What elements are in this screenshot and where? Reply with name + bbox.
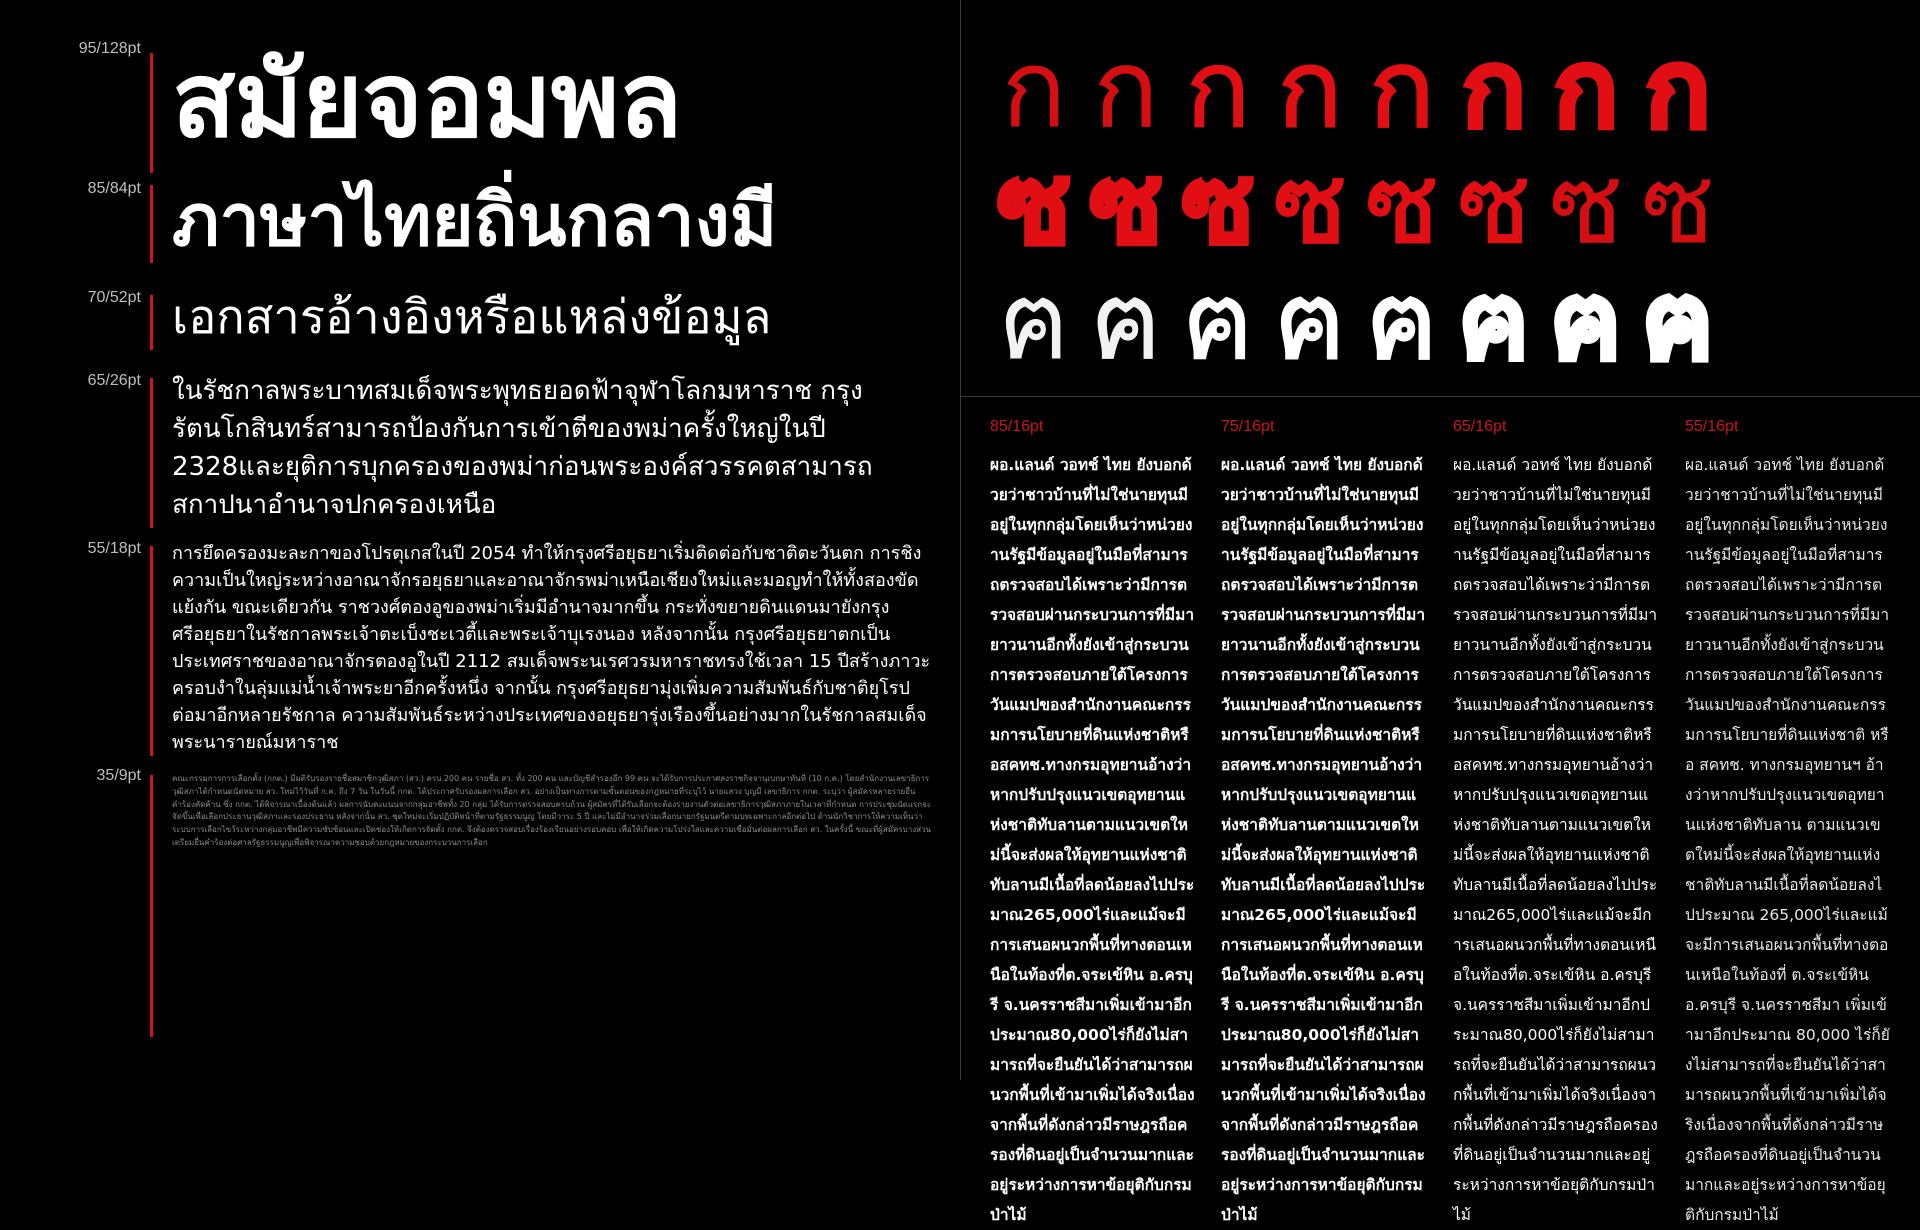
glyph-sample: ก	[1645, 27, 1711, 152]
vertical-divider	[960, 0, 961, 1080]
glyph-row	[988, 259, 1908, 384]
glyph-sample: ก	[1185, 27, 1251, 152]
glyph-sample: ซ	[1457, 143, 1531, 268]
glyph-sample: ก	[1553, 27, 1619, 152]
accent-bar	[150, 775, 153, 1037]
glyph-sample: ซ	[1549, 143, 1623, 268]
column-size-label: 75/16pt	[1221, 418, 1275, 435]
size-label: 70/52pt	[87, 289, 141, 306]
glyph-sample: ซ	[1089, 143, 1163, 268]
specimen-fine-print: คณะกรรมการการเลือกตั้ง (กกต.) มีมติรับรองรายชื่อสมาชิกวุฒิสภา (สว.) ครบ 200 คน รายชื่อ สว. ทั้ง 200 คน และบัญชีสำรองอีก 99 คน จะได้รับการประกาศลงราชกิจจานุเบกษาทันที (10 ก.ค.) โดยสำนักงานเลขาธิการวุฒิสภาได้กำหนดนัดหมาย สว. ใหม่ไว้วันที่ ก.ค. ถึง 7 วัน ในวันนี้ กกต. ได้ประกาศรับรองผลการเลือก สว. อย่างเป็นทางการตามขั้นตอนของกฎหมายที่ระบุไว้ นายแสวง บุญมี เลขาธิการ กกต. ระบุว่า ผู้สมัครหลายรายยื่นคำร้องคัดค้าน ซึ่ง กกต. ได้พิจารณาเบื้องต้นแล้ว ผลการนับคะแนนจากกลุ่มอาชีพทั้ง 20 กลุ่ม ได้รับการตรวจสอบครบถ้วน ผู้สมัครที่ได้รับเลือกจะต้องรายงานตัวต่อเลขาธิการวุฒิสภาภายในเวลาที่กำหนด การประชุมนัดแรกจะจัดขึ้นเพื่อเลือกประธานวุฒิสภาและรองประธาน หลังจากนั้น สว. ชุดใหม่จะเริ่มปฏิบัติหน้าที่ตามรัฐธรรมนูญ โดยมีวาระ 5 ปี และไม่มีอำนาจร่วมเลือกนายกรัฐมนตรีตามบทเฉพาะกาลอีกต่อไป ด้านนักวิชาการให้ความเห็นว่า ระบบการเลือกไขว้ระหว่างกลุ่มอาชีพมีความซับซ้อนและเปิดช่องให้เกิดการจัดตั้ง กกต. จึงต้องตรวจสอบเรื่องร้องเรียนอย่างรอบคอบ เพื่อให้เกิดความโปร่งใสและความเชื่อมั่นต่อผลการเลือก สว. ในครั้งนี้ ขณะที่ผู้สมัครบางส่วนเตรียมยื่นคำร้องต่อศาลรัฐธรรมนูญเพื่อพิจารณาความชอบด้วยกฎหมายของกระบวนการเลือก	[172, 774, 932, 847]
horizontal-divider	[961, 396, 1920, 397]
specimen-paragraph: ในรัชกาลพระบาทสมเด็จพระพุทธยอดฟ้าจุฬาโลกมหาราช กรุงรัตนโกสินทร์สามารถป้องกันการเข้าตีของพม่าครั้งใหญ่ในปี 2328และยุติการบุกครองของพม่าก่อนพระองค์สวรรคตสามารถสกาปนาอำนาจปกครองเหนือ	[172, 376, 873, 520]
specimen-text: ภาษาไทยถิ่นกลางมี	[172, 178, 778, 262]
specimen-text: เอกสารอ้างอิงหรือแหล่งข้อมูล	[172, 290, 772, 345]
glyph-sample: ฅ	[1641, 259, 1715, 384]
size-label: 35/9pt	[96, 767, 141, 784]
column-body: ผอ.แลนด์ วอทช์ ไทย ยังบอกด้วยว่าชาวบ้านที่ไม่ใช่นายทุนมีอยู่ในทุกกลุ่มโดยเห็นว่าหน่วยงานรัฐมีข้อมูลอยู่ในมือที่สามารถตรวจสอบได้เพราะว่ามีการตรวจสอบผ่านกระบวนการที่มีมายาวนานอีกทั้งยังเข้าสู่กระบวนการตรวจสอบภายใต้โครงการวันแมปของสำนักงานคณะกรรมการนโยบายที่ดินแห่งชาติหรือสคทช.ทางกรมอุทยานอ้างว่าหากปรับปรุงแนวเขตอุทยานแห่งชาติทับลานตามแนวเขตใหม่นี้จะส่งผลให้อุทยานแห่งชาติทับลานมีเนื้อที่ลดน้อยลงไปประมาณ265,000ไร่และแม้จะมีการเสนอผนวกพื้นที่ทางตอนเหนือในท้องที่ต.จระเข้หิน อ.ครบุรี จ.นครราชสีมาเพิ่มเข้ามาอีกประมาณ80,000ไร่ก็ยังไม่สามารถที่จะยืนยันได้ว่าสามารถผนวกพื้นที่เข้ามาเพิ่มได้จริงเนื่องจากพื้นที่ดังกล่าวมีราษฎรถือครองที่ดินอยู่เป็นจำนวนมากและอยู่ระหว่างการหาข้อยุติกับกรมป่าไม้	[1453, 456, 1658, 1224]
text-column	[990, 418, 1195, 1230]
size-label: 55/18pt	[87, 540, 141, 557]
glyph-sample: ซ	[997, 143, 1071, 268]
column-body: ผอ.แลนด์ วอทช์ ไทย ยังบอกด้วยว่าชาวบ้านที่ไม่ใช่นายทุนมีอยู่ในทุกกลุ่มโดยเห็นว่าหน่วยงานรัฐมีข้อมูลอยู่ในมือที่สามารถตรวจสอบได้เพราะว่ามีการตรวจสอบผ่านกระบวนการที่มีมายาวนานอีกทั้งยังเข้าสู่กระบวนการตรวจสอบภายใต้โครงการวันแมปของสำนักงานคณะกรรมการนโยบายที่ดินแห่งชาติหรือสคทช.ทางกรมอุทยานอ้างว่าหากปรับปรุงแนวเขตอุทยานแห่งชาติทับลานตามแนวเขตใหม่นี้จะส่งผลให้อุทยานแห่งชาติทับลานมีเนื้อที่ลดน้อยลงไปประมาณ265,000ไร่และแม้จะมีการเสนอผนวกพื้นที่ทางตอนเหนือในท้องที่ต.จระเข้หิน อ.ครบุรี จ.นครราชสีมาเพิ่มเข้ามาอีกประมาณ80,000ไร่ก็ยังไม่สามารถที่จะยืนยันได้ว่าสามารถผนวกพื้นที่เข้ามาเพิ่มได้จริงเนื่องจากพื้นที่ดังกล่าวมีราษฎรถือครองที่ดินอยู่เป็นจำนวนมากและอยู่ระหว่างการหาข้อยุติกับกรมป่าไม้	[1221, 456, 1426, 1224]
accent-bar	[150, 546, 153, 756]
column-size-label: 55/16pt	[1685, 418, 1739, 435]
glyph-sample: ซ	[1273, 143, 1347, 268]
glyph-sample: ฅ	[997, 259, 1071, 384]
accent-bar	[150, 185, 153, 263]
accent-bar	[150, 378, 153, 528]
size-label: 65/26pt	[87, 372, 141, 389]
text-column	[1221, 418, 1426, 1230]
glyph-sample: ฅ	[1089, 259, 1163, 384]
size-label: 85/84pt	[87, 180, 141, 197]
glyph-sample: ซ	[1181, 143, 1255, 268]
glyph-row	[988, 143, 1908, 268]
text-column	[1685, 418, 1890, 1230]
glyph-sample: ก	[1277, 27, 1343, 152]
glyph-sample: ก	[1093, 27, 1159, 152]
glyph-sample: ฅ	[1181, 259, 1255, 384]
text-column	[1453, 418, 1658, 1230]
column-size-label: 65/16pt	[1453, 418, 1507, 435]
specimen-paragraph: การยึดครองมะละกาของโปรตุเกสในปี 2054 ทำให้กรุงศรีอยุธยาเริ่มติดต่อกับชาติตะวันตก การชิงความเป็นใหญ่ระหว่างอาณาจักรอยุธยาและอาณาจักรพม่าเหนือเชียงใหม่และมอญทำให้ทั้งสองขัดแย้งกัน ขณะเดียวกัน ราชวงศ์ตองอูของพม่าเริ่มมีอำนาจมากขึ้น กระทั่งขยายดินแดนมายังกรุงศรีอยุธยาในรัชกาลพระเจ้าตะเบ็งชะเวตี้และพระเจ้าบุเรงนอง หลังจากนั้น กรุงศรีอยุธยาตกเป็นประเทศราชของอาณาจักรตองอูในปี 2112 สมเด็จพระนเรศวรมหาราชทรงใช้เวลา 15 ปีสร้างภาวะครอบงำในลุ่มแม่น้ำเจ้าพระยาอีกครั้งหนึ่ง จากนั้น กรุงศรีอยุธยามุ่งเพิ่มความสัมพันธ์กับชาติยุโรปต่อมาอีกหลายรัชกาล ความสัมพันธ์ระหว่างประเทศของอยุธยารุ่งเรืองขึ้นอย่างมากในรัชกาลสมเด็จพระนารายณ์มหาราช	[172, 543, 931, 753]
accent-bar	[150, 295, 153, 350]
glyph-weight-grid	[988, 27, 1908, 384]
column-size-label: 85/16pt	[990, 418, 1044, 435]
glyph-sample: ซ	[1365, 143, 1439, 268]
glyph-sample: ก	[1001, 27, 1067, 152]
glyph-row	[988, 27, 1908, 152]
glyph-sample: ก	[1461, 27, 1527, 152]
specimen-text: สมัยจอมพล	[172, 39, 682, 161]
glyph-sample: ฅ	[1457, 259, 1531, 384]
size-label: 95/128pt	[78, 40, 141, 57]
accent-bar	[150, 53, 153, 173]
column-body: ผอ.แลนด์ วอทช์ ไทย ยังบอกด้วยว่าชาวบ้านที่ไม่ใช่นายทุนมีอยู่ในทุกกลุ่มโดยเห็นว่าหน่วยงานรัฐมีข้อมูลอยู่ในมือที่สามารถตรวจสอบได้เพราะว่ามีการตรวจสอบผ่านกระบวนการที่มีมายาวนานอีกทั้งยังเข้าสู่กระบวนการตรวจสอบภายใต้โครงการวันแมปของสำนักงานคณะกรรมการนโยบายที่ดินแห่งชาติหรือสคทช.ทางกรมอุทยานอ้างว่าหากปรับปรุงแนวเขตอุทยานแห่งชาติทับลานตามแนวเขตใหม่นี้จะส่งผลให้อุทยานแห่งชาติทับลานมีเนื้อที่ลดน้อยลงไปประมาณ265,000ไร่และแม้จะมีการเสนอผนวกพื้นที่ทางตอนเหนือในท้องที่ต.จระเข้หิน อ.ครบุรี จ.นครราชสีมาเพิ่มเข้ามาอีกประมาณ80,000ไร่ก็ยังไม่สามารถที่จะยืนยันได้ว่าสามารถผนวกพื้นที่เข้ามาเพิ่มได้จริงเนื่องจากพื้นที่ดังกล่าวมีราษฎรถือครองที่ดินอยู่เป็นจำนวนมากและอยู่ระหว่างการหาข้อยุติกับกรมป่าไม้	[990, 456, 1195, 1224]
glyph-sample: ฅ	[1365, 259, 1439, 384]
glyph-sample: ฅ	[1549, 259, 1623, 384]
glyph-sample: ก	[1369, 27, 1435, 152]
glyph-sample: ซ	[1641, 143, 1715, 268]
column-body: ผอ.แลนด์ วอทช์ ไทย ยังบอกด้วยว่าชาวบ้านที่ไม่ใช่นายทุนมีอยู่ในทุกกลุ่มโดยเห็นว่าหน่วยงานรัฐมีข้อมูลอยู่ในมือที่สามารถตรวจสอบได้เพราะว่ามีการตรวจสอบผ่านกระบวนการที่มีมายาวนานอีกทั้งยังเข้าสู่กระบวนการตรวจสอบภายใต้โครงการวันแมปของสำนักงานคณะกรรมการนโยบายที่ดินแห่งชาติ หรือ สคทช. ทางกรมอุทยานฯ อ้างว่าหากปรับปรุงแนวเขตอุทยานแห่งชาติทับลาน ตามแนวเขตใหม่นี้จะส่งผลให้อุทยานแห่งชาติทับลานมีเนื้อที่ลดน้อยลงไปประมาณ 265,000ไร่และแม้จะมีการเสนอผนวกพื้นที่ทางตอนเหนือในท้องที่ ต.จระเข้หิน อ.ครบุรี จ.นครราชสีมา เพิ่มเข้ามาอีกประมาณ 80,000 ไร่ก็ยังไม่สามารถที่จะยืนยันได้ว่าสามารถผนวกพื้นที่เข้ามาเพิ่มได้จริงเนื่องจากพื้นที่ดังกล่าวมีราษฎรถือครองที่ดินอยู่เป็นจำนวนมากและอยู่ระหว่างการหาข้อยุติกับกรมป่าไม้	[1685, 456, 1890, 1224]
glyph-sample: ฅ	[1273, 259, 1347, 384]
